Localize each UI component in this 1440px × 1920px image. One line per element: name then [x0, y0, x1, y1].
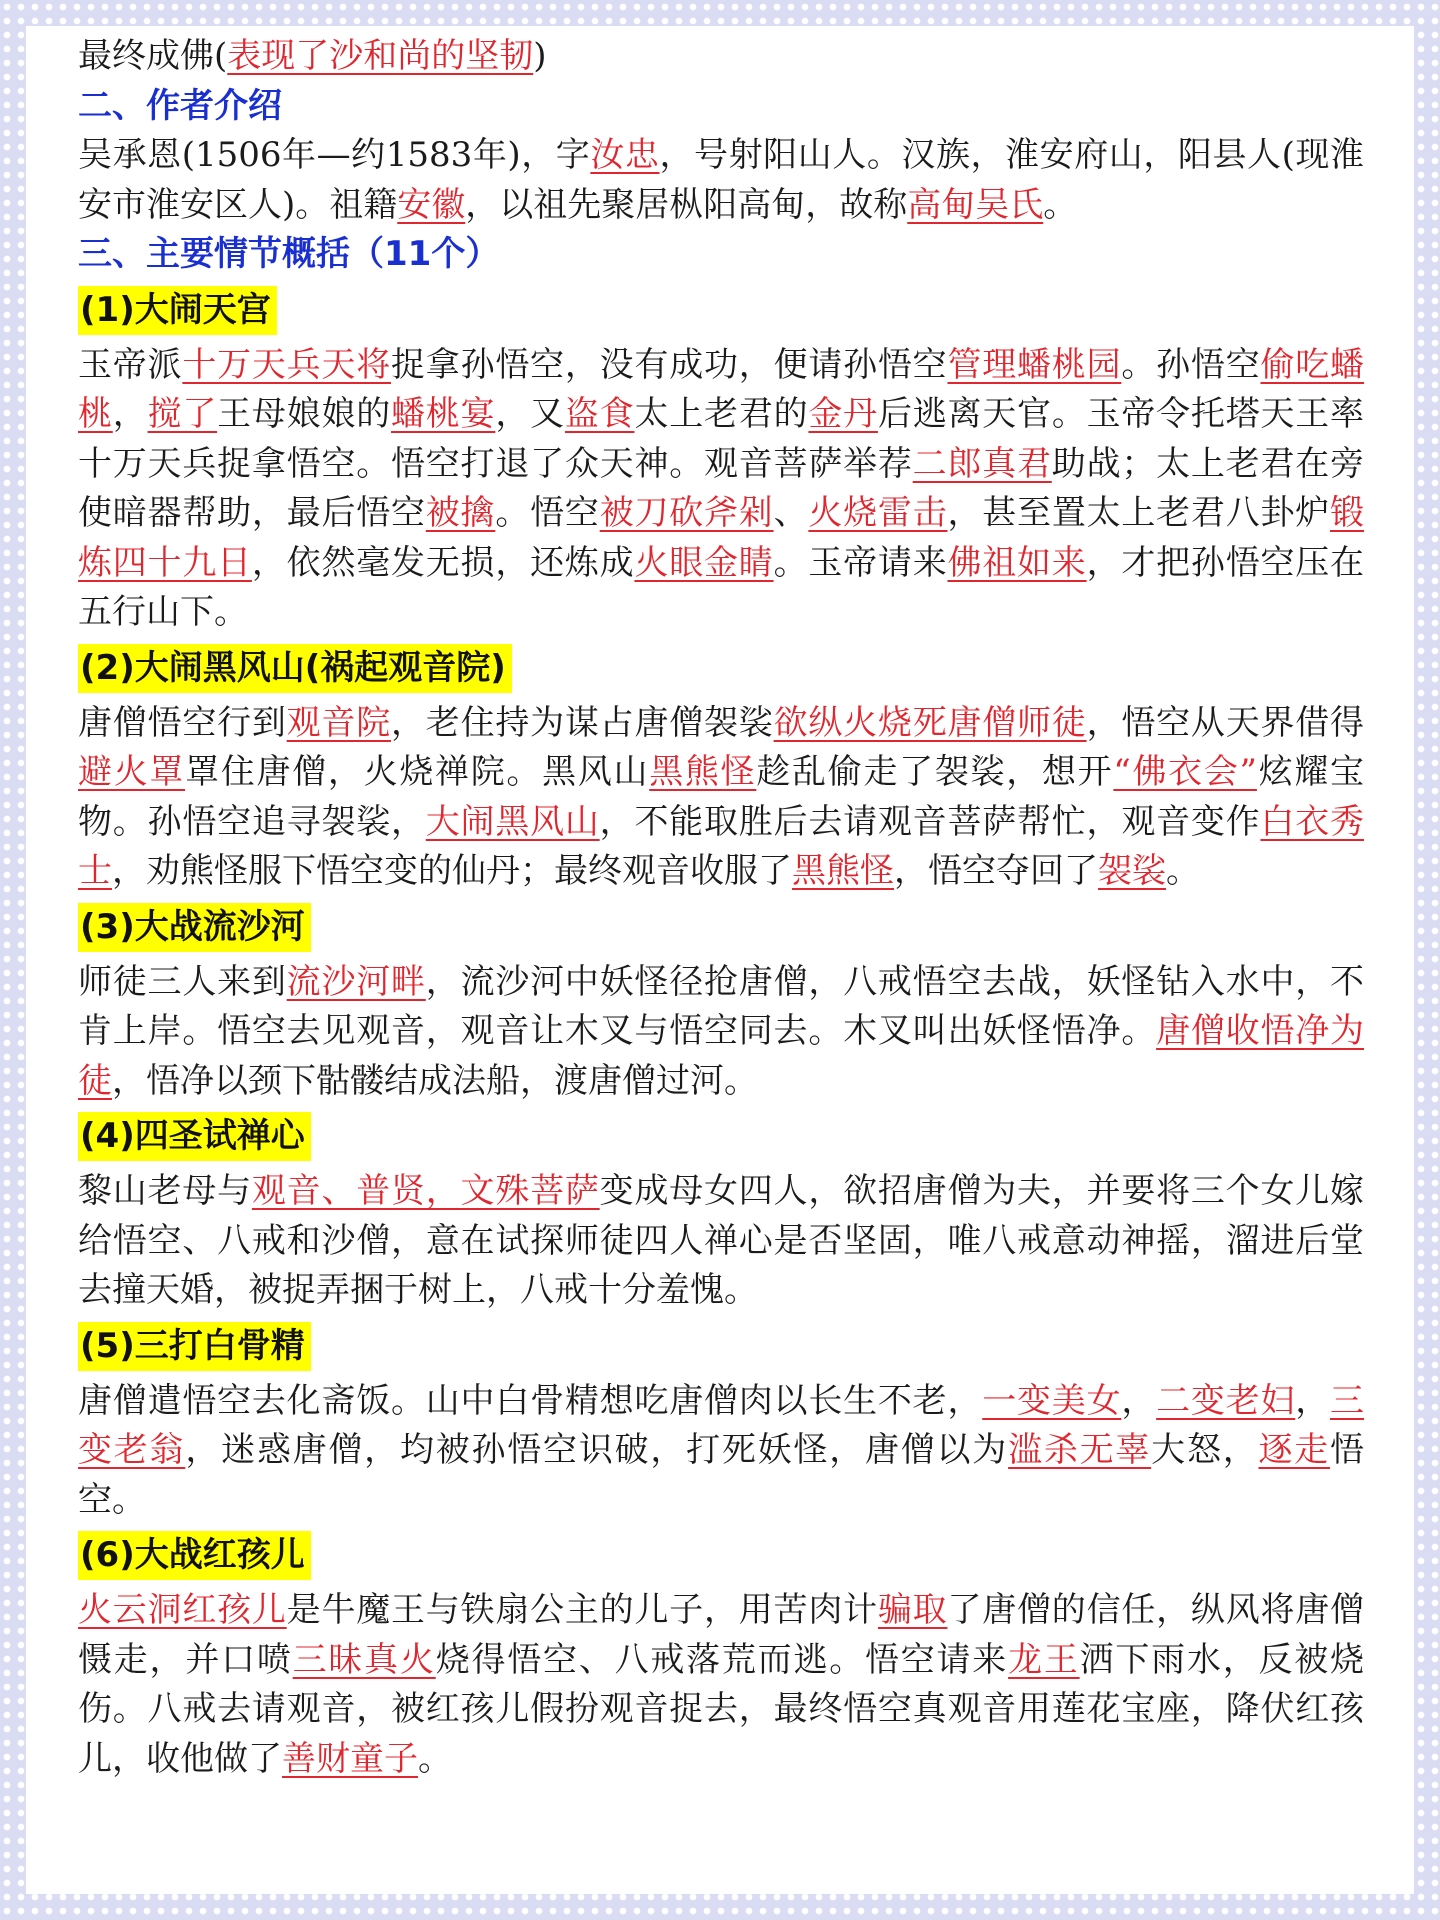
section-title-row — [78, 903, 1364, 952]
highlight-text: 二郎真君 — [912, 443, 1052, 484]
intro-text-end: ) — [533, 36, 547, 76]
body-text: 大怒， — [1151, 1430, 1259, 1470]
highlight-text: 观音、普贤，文殊菩萨 — [251, 1171, 600, 1211]
body-text: 助战；太上老君在旁使暗器帮助，最后悟空 — [78, 443, 1365, 533]
section-title: (3)大战流沙河 — [78, 903, 311, 952]
body-text: ，不能取胜后去请观音菩萨帮忙，观音变作 — [599, 801, 1261, 842]
highlight-text: 盗食 — [564, 394, 635, 434]
author-paragraph — [78, 131, 1364, 230]
section-title: (5)三打白骨精 — [78, 1322, 311, 1371]
highlight-text: 黑熊怪 — [649, 752, 757, 792]
highlight-text: 汝忠 — [590, 135, 660, 175]
author-heading: 二、作者介绍 — [78, 85, 282, 126]
body-text: 。悟空 — [495, 493, 600, 533]
highlight-text: 佛祖如来 — [947, 542, 1087, 583]
highlight-text: 善财童子 — [282, 1738, 418, 1779]
highlight-text: 十万天兵天将 — [182, 344, 392, 385]
section-paragraph — [78, 699, 1364, 897]
highlight-text: 三昧真火 — [292, 1639, 436, 1680]
intro-line — [78, 32, 1364, 82]
section-paragraph — [78, 1377, 1364, 1526]
highlight-text: 白衣秀士 — [78, 801, 1365, 891]
body-text: 唐僧遣悟空去化斋饭。山中白骨精想吃唐僧肉以长生不老， — [78, 1380, 983, 1421]
highlight-text: 避火罩 — [78, 752, 186, 792]
section-title-row — [78, 1112, 1364, 1161]
highlight-text: 搅了 — [147, 394, 218, 434]
highlight-text: 火烧雷击 — [808, 493, 948, 533]
highlight-text: 被刀砍斧剁 — [599, 493, 774, 533]
body-text: 师徒三人来到 — [78, 961, 287, 1002]
highlight-text: 大闹黑风山 — [425, 801, 600, 842]
highlight-text: 流沙河畔 — [286, 961, 426, 1002]
body-text: ，悟空夺回了 — [894, 851, 1098, 891]
highlight-text: 高甸吴氏 — [907, 184, 1044, 225]
section-title: (1)大闹天宫 — [78, 286, 277, 335]
highlight-text: 欲纵火烧死唐僧师徒 — [773, 702, 1087, 743]
intro-text: 最终成佛( — [78, 36, 228, 76]
body-text: 了唐僧的信任，纵风将唐僧慑走，并口喷 — [78, 1590, 1365, 1680]
highlight-text: 黑熊怪 — [792, 851, 894, 891]
body-text: ，悟净以颈下骷髅结成法船，渡唐僧过河。 — [112, 1060, 758, 1101]
plot-sections — [78, 286, 1364, 1785]
section-title-row — [78, 1322, 1364, 1371]
body-text: 后逃离天官。玉帝令托塔天王率十万天兵捉拿悟空。悟空打退了众天神。观音菩萨举荐 — [78, 394, 1365, 484]
body-text: 捉拿孙悟空，没有成功，便请孙悟空 — [391, 344, 948, 385]
document-sheet — [26, 26, 1414, 1894]
highlight-text: 三变老翁 — [78, 1380, 1365, 1470]
body-text: 王母娘娘的 — [217, 394, 392, 434]
body-text: 唐僧悟空行到 — [78, 702, 287, 743]
highlight-text: 被擒 — [425, 493, 496, 533]
section-title-row — [78, 644, 1364, 693]
body-text: ， — [1121, 1380, 1157, 1421]
highlight-text: 金丹 — [808, 394, 878, 434]
section-paragraph — [78, 958, 1364, 1107]
section-title: (2)大闹黑风山(祸起观音院) — [78, 644, 512, 693]
section-title-row — [78, 1531, 1364, 1580]
body-text: ，才把孙悟空压在五行山下。 — [78, 542, 1365, 632]
body-text: 洒下雨水，反被烧伤。八戒去请观音，被红孩儿假扮观音捉去，最终悟空真观音用莲花宝座，降伏红孩儿，收他做了 — [78, 1639, 1365, 1779]
highlight-text: 火云洞红孩儿 — [78, 1590, 287, 1630]
highlight-text: 唐僧收悟净为徒 — [78, 1011, 1364, 1101]
highlight-text: 滥杀无辜 — [1008, 1430, 1152, 1470]
highlight-text: 观音院 — [286, 702, 392, 743]
highlight-text: 安徽 — [397, 184, 466, 225]
body-text: ，又 — [495, 394, 565, 434]
section-paragraph — [78, 1167, 1364, 1316]
body-text: 趁乱偷走了袈裟，想开 — [756, 752, 1114, 792]
section-title-row — [78, 286, 1364, 335]
highlight-text: 表现了沙和尚的坚韧 — [227, 36, 534, 76]
body-text: ，甚至置太上老君八卦炉 — [947, 493, 1331, 533]
body-text: 。 — [418, 1738, 452, 1779]
highlight-text: 袈裟 — [1098, 851, 1166, 891]
highlight-text: 蟠桃宴 — [391, 394, 496, 434]
author-text: 。 — [1043, 184, 1078, 225]
body-text: ，迷惑唐僧，均被孙悟空识破，打死妖怪，唐僧以为 — [185, 1430, 1009, 1470]
body-text: ， — [1295, 1380, 1331, 1421]
highlight-text: 逐走 — [1258, 1430, 1331, 1470]
highlight-text: 二变老妇 — [1156, 1380, 1296, 1421]
body-text: 炫耀宝物。孙悟空追寻袈裟， — [78, 752, 1365, 842]
highlight-text: 骗取 — [877, 1590, 948, 1630]
body-text: 。孙悟空 — [1121, 344, 1261, 385]
body-text: 。 — [1166, 851, 1200, 891]
body-text: ，依然毫发无损，还炼成 — [251, 542, 635, 583]
author-text: ，以祖先聚居枞阳高甸，故称 — [465, 184, 908, 225]
plot-heading: 三、主要情节概括（11个） — [78, 234, 500, 274]
section-title: (4)四圣试禅心 — [78, 1112, 311, 1161]
section-paragraph — [78, 1586, 1364, 1784]
body-text: 、 — [773, 493, 809, 533]
highlight-text: 一变美女 — [982, 1380, 1122, 1421]
author-text: 吴承恩(1506年—约1583年)，字 — [78, 135, 591, 175]
body-text: 变成母女四人，欲招唐僧为夫，并要将三个女儿嫁给悟空、八戒和沙僧，意在试探师徒四人禅心是否坚固，唯八戒意动神摇，溜进后堂去撞天婚，被捉弄捆于树上，八戒十分羞愧。 — [78, 1171, 1365, 1310]
body-text: 是牛魔王与铁扇公主的儿子，用苦肉计 — [286, 1590, 878, 1630]
body-text: 烧得悟空、八戒落荒而逃。悟空请来 — [435, 1639, 1009, 1680]
highlight-text: 管理蟠桃园 — [947, 344, 1122, 385]
highlight-text: 锻炼四十九日 — [78, 493, 1365, 583]
author-text: ，号射阳山人。汉族，淮安府山，阳县人(现淮安市淮安区人)。祖籍 — [78, 135, 1365, 225]
body-text: 黎山老母与 — [78, 1171, 252, 1211]
body-text: 悟空。 — [78, 1430, 1365, 1520]
body-text: ，劝熊怪服下悟空变的仙丹；最终观音收服了 — [112, 851, 792, 891]
highlight-text: 偷吃蟠桃 — [78, 344, 1365, 434]
body-text: ，老住持为谋占唐僧袈裟 — [391, 702, 774, 743]
body-text: ，流沙河中妖怪径抢唐僧，八戒悟空去战，妖怪钻入水中，不肯上岸。悟空去见观音，观音让木叉与悟空同去。木叉叫出妖怪悟净。 — [78, 961, 1365, 1051]
section-title: (6)大战红孩儿 — [78, 1531, 311, 1580]
body-text: 。玉帝请来 — [773, 542, 948, 583]
body-text: 太上老君的 — [634, 394, 809, 434]
highlight-text: “佛衣会” — [1113, 752, 1257, 792]
section-paragraph — [78, 341, 1364, 638]
highlight-text: 火眼金睛 — [634, 542, 774, 583]
body-text: ，悟空从天界借得 — [1086, 702, 1365, 743]
body-text: 玉帝派 — [78, 344, 183, 385]
body-text: 罩住唐僧，火烧禅院。黑风山 — [185, 752, 650, 792]
highlight-text: 龙王 — [1008, 1639, 1080, 1680]
body-text: ， — [112, 394, 148, 434]
